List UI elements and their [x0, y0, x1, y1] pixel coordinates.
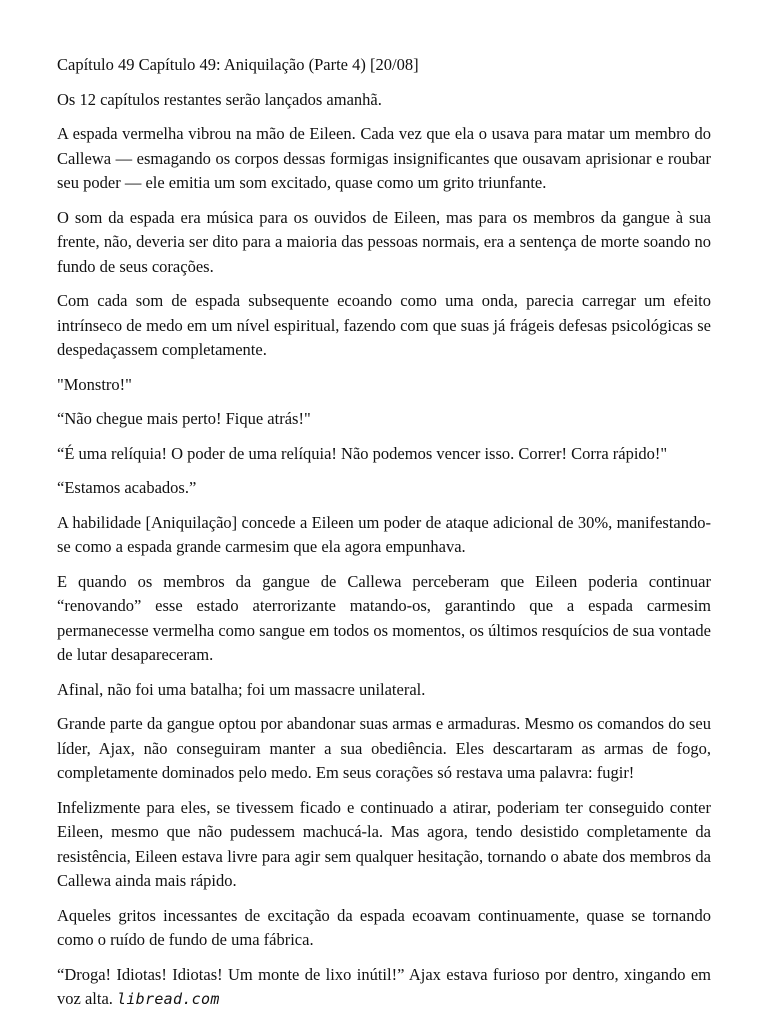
release-note: Os 12 capítulos restantes serão lançados amanhã. — [57, 89, 382, 109]
paragraph: Com cada som de espada subsequente ecoando como uma onda, parecia carregar um efeito intrínseco de medo em um nível espiritual, fazendo com que suas já frágeis defesas psicológicas se despedaçassem completamente. — [57, 291, 711, 359]
dialogue-line: “É uma relíquia! O poder de uma relíquia! Não podemos vencer isso. Correr! Corra rápido!" — [57, 443, 668, 463]
watermark: libread.com — [117, 990, 220, 1008]
last-paragraph-text: “Droga! Idiotas! Idiotas! Um monte de lixo inútil!” Ajax estava furioso por dentro, xingando em voz alta. — [57, 964, 711, 1008]
dialogue-line: “Não chegue mais perto! Fique atrás!" — [57, 409, 311, 428]
paragraph: E quando os membros da gangue de Callewa perceberam que Eileen poderia continuar “renovando” esse estado aterrorizante matando-os, garantindo que a espada carmesim permanecesse vermelha como sangue em todos os momentos, os últimos resquícios de sua vontade de lutar desapareceram. — [57, 571, 711, 664]
paragraph: Aqueles gritos incessantes de excitação da espada ecoavam continuamente, quase se tornando como o ruído de fundo de uma fábrica. — [57, 905, 711, 949]
last-paragraph — [57, 963, 711, 1012]
paragraph: A habilidade [Aniquilação] concede a Eileen um poder de ataque adicional de 30%, manifestando-se como a espada grande carmesim que ela agora empunhava. — [57, 512, 711, 556]
document-page — [57, 53, 711, 1022]
paragraph: Infelizmente para eles, se tivessem ficado e continuado a atirar, poderiam ter conseguido conter Eileen, mesmo que não pudessem machucá-la. Mas agora, tendo desistido completamente da resistência, Eileen estava livre para agir sem qualquer hesitação, tornando o abate dos membros da Callewa ainda mais rápido. — [57, 797, 711, 890]
paragraph: A espada vermelha vibrou na mão de Eileen. Cada vez que ela o usava para matar um membro do Callewa — esmagando os corpos dessas formigas insignificantes que ousavam aprisionar e roubar seu poder — ele emitia um som excitado, quase como um grito triunfante. — [57, 124, 711, 192]
chapter-title: Capítulo 49 Capítulo 49: Aniquilação (Parte 4) [20/08] — [57, 55, 419, 74]
dialogue-line: "Monstro!" — [57, 374, 132, 394]
paragraph: Grande parte da gangue optou por abandonar suas armas e armaduras. Mesmo os comandos do seu líder, Ajax, não conseguiram manter a sua obediência. Eles descartaram as armas de fogo, completamente dominados pelo medo. Em seus corações só restava uma palavra: fugir! — [57, 714, 711, 782]
paragraph: Afinal, não foi uma batalha; foi um massacre unilateral. — [57, 679, 426, 699]
dialogue-line: “Estamos acabados.” — [57, 478, 197, 497]
paragraph: O som da espada era música para os ouvidos de Eileen, mas para os membros da gangue à sua frente, não, deveria ser dito para a maioria das pessoas normais, era a sentença de morte soando no fundo de seus corações. — [57, 207, 711, 276]
